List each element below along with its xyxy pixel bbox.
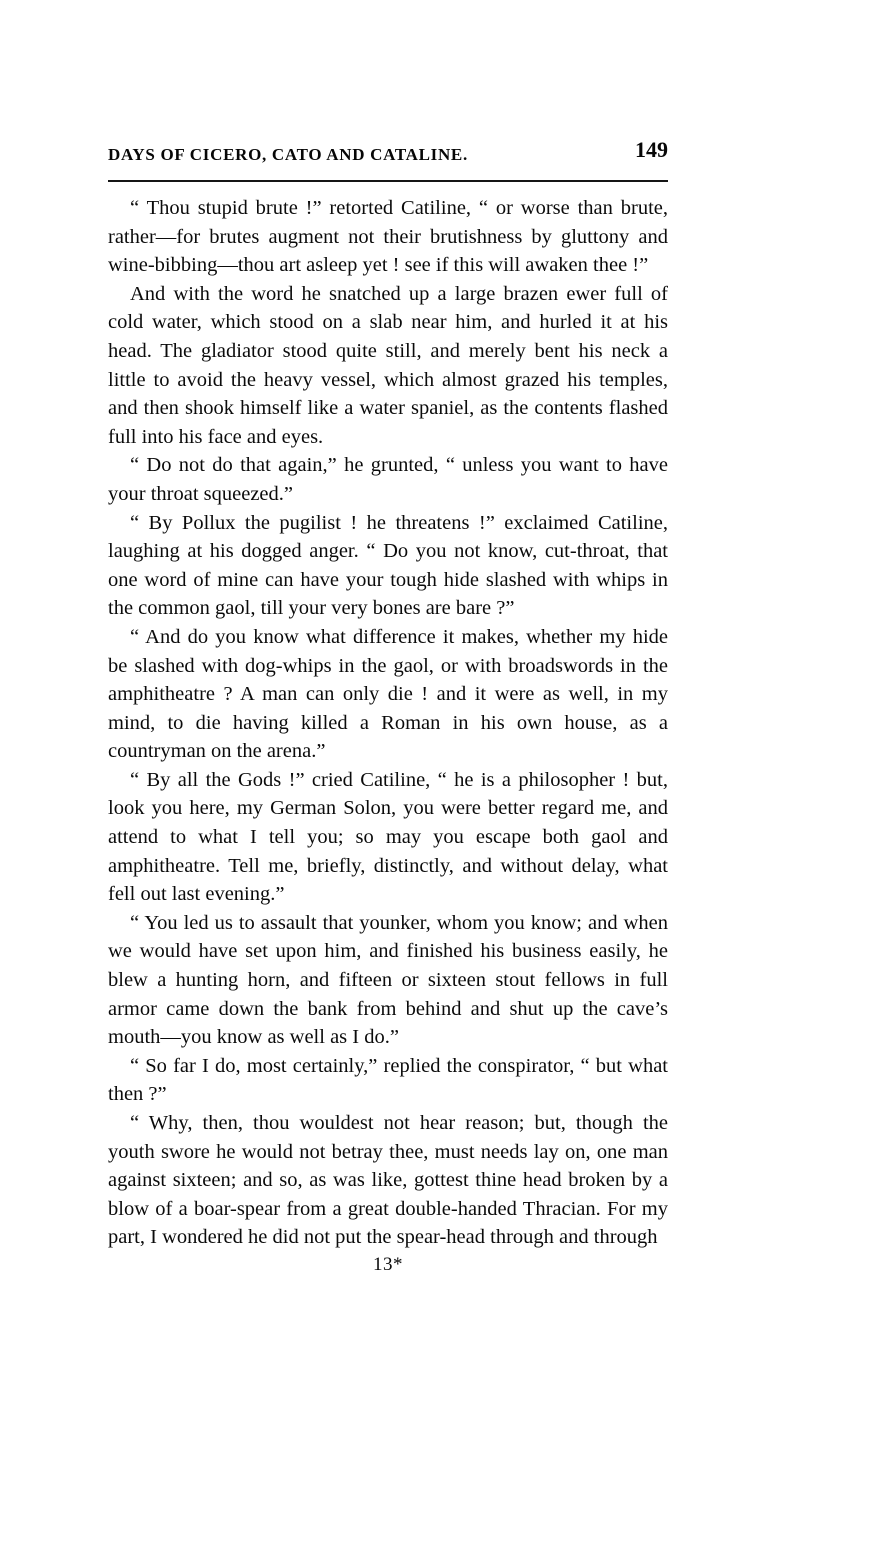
paragraph: “ And do you know what difference it makes, whether my hide be slashed with dog-whips in the gaol, or with broadswords in the amphitheatre ? A man can only die ! and it were as well, in my mind, to die having killed a Roman in his own house, as a countryman on the arena.” (108, 625, 668, 763)
paragraph: “ You led us to assault that younker, whom you know; and when we would have set upon him, and finished his business easily, he blew a hunting horn, and fifteen or sixteen stout fellows in full armor came down the bank from behind and shut up the cave’s mouth—you know as well as I do.” (108, 911, 668, 1049)
paragraph: “ Why, then, thou wouldest not hear reason; but, though the youth swore he would not betray thee, must needs lay on, one man against sixteen; and so, as was like, gottest thine head broken by a blow of a boar-spear from a great double-handed Thracian. For my part, I wondered he did not put the spear-head through and through (108, 1112, 668, 1249)
paragraph: “ Do not do that again,” he grunted, “ unless you want to have your throat squeezed.” (108, 454, 668, 505)
body-text (108, 194, 668, 1252)
signature-mark: 13* (373, 1253, 403, 1275)
header-rule (108, 180, 668, 182)
paragraph: And with the word he snatched up a large brazen ewer full of cold water, which stood on a slab near him, and hurled it at his head. The gladiator stood quite still, and merely bent his neck a little to avoid the heavy vessel, which almost grazed his temples, and then shook himself like a water spaniel, as the contents flashed full into his face and eyes. (108, 282, 668, 448)
paragraph: “ By all the Gods !” cried Catiline, “ he is a philosopher ! but, look you here, my German Solon, you were better regard me, and attend to what I tell you; so may you escape both gaol and amphitheatre. Tell me, briefly, distinctly, and without delay, what fell out last evening.” (108, 768, 668, 906)
text-block (108, 137, 668, 1276)
running-title: DAYS OF CICERO, CATO AND CATALINE. (108, 144, 468, 165)
paragraph: “ So far I do, most certainly,” replied the conspirator, “ but what then ?” (108, 1054, 668, 1106)
running-head (108, 137, 668, 166)
paragraph: “ By Pollux the pugilist ! he threatens !” exclaimed Catiline, laughing at his dogged anger. “ Do you not know, cut-throat, that one word of mine can have your tough hide slashed with whips in the common gaol, till your very bones are bare ?” (108, 511, 668, 620)
paragraph: “ Thou stupid brute !” retorted Catiline, “ or worse than brute, rather—for brutes augment not their brutishness by gluttony and wine-bibbing—thou art asleep yet ! see if this will awaken thee !” (108, 197, 668, 277)
page-number: 149 (635, 137, 668, 162)
